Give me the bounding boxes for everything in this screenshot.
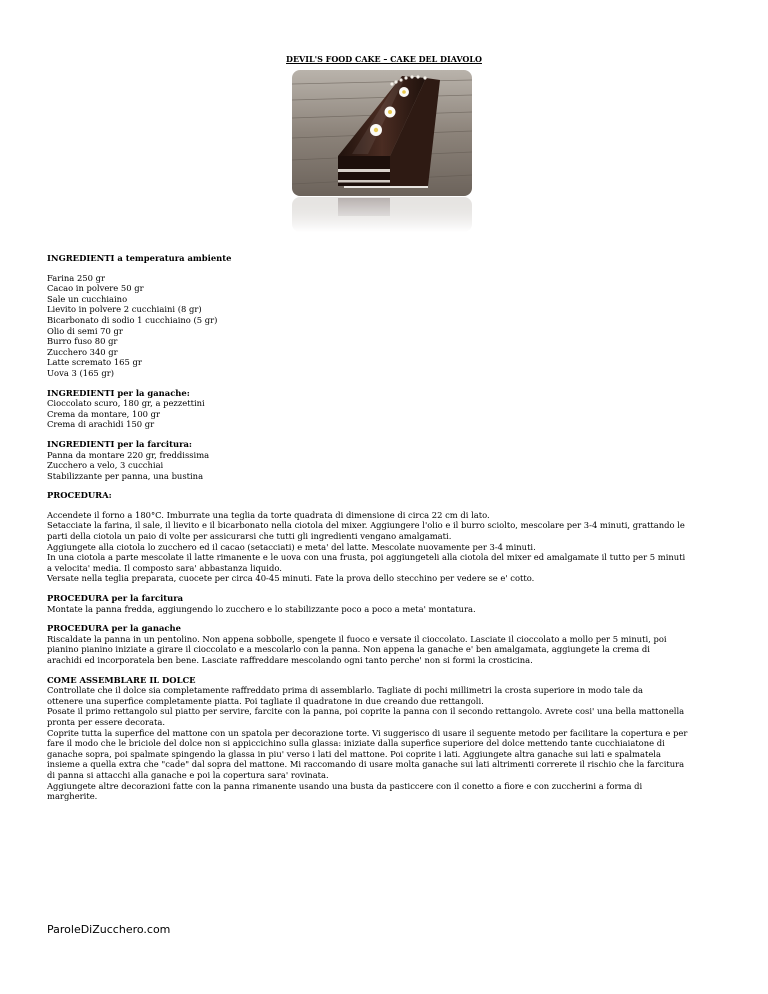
- paragraph-line: ganache sopra, poi spalmate spingendo la glassa in piu' verso i lati del mattone. Poi coprite i lati. Aggiungete altra ganache sui lati e spalmatela: [47, 748, 661, 759]
- procedure-text: [47, 510, 737, 584]
- ingredients-list: [47, 273, 737, 379]
- paragraph-line: fare il modo che le briciole del dolce non si appiccichino sulla glassa: iniziate dalla superfice superiore del dolce mettendo tante cucchiaiatone di: [47, 738, 665, 749]
- list-item: Cioccolato scuro, 180 gr, a pezzettini: [47, 398, 205, 409]
- paragraph-line: di panna si attacchi alla ganache e poi la copertura sara' rovinata.: [47, 769, 329, 780]
- list-item: Zucchero 340 gr: [47, 346, 118, 357]
- ingredients-heading: INGREDIENTI a temperatura ambiente: [47, 253, 232, 263]
- paragraph-line: arachidi ed incorporatela ben bene. Lasciate raffreddare mescolando ogni tanto perche' non si formi la crosticina.: [47, 655, 533, 665]
- ganache-ingredients-heading: INGREDIENTI per la ganache:: [47, 387, 190, 398]
- list-item: Crema da montare, 100 gr: [47, 408, 161, 419]
- list-item: Crema di arachidi 150 gr: [47, 419, 155, 430]
- paragraph-line: Posate il primo rettangolo sul piatto per servire, farcite con la panna, poi coprite la panna con il secondo rettangolo. Avrete cosi' una bella mattonella: [47, 706, 685, 717]
- cake-photo: [292, 70, 472, 232]
- list-item: Latte scremato 165 gr: [47, 357, 142, 368]
- paragraph-line: parti della ciotola un paio di volte per assicurarsi che tutti gli ingredienti vengano amalgamati.: [47, 531, 452, 542]
- procedure-filling-heading: PROCEDURA per la farcitura: [47, 593, 184, 604]
- paragraph-line: Riscaldate la panna in un pentolino. Non appena sobbolle, spengete il fuoco e versate il cioccolato. Lasciate il cioccolato a mollo per 5 minuti, poi: [47, 633, 667, 644]
- footer-site: ParoleDiZucchero.com: [47, 923, 171, 936]
- paragraph-line: Versate nella teglia preparata, cuocete per circa 40-45 minuti. Fate la prova dello stecchino per vedere se e' cotto.: [47, 573, 535, 584]
- list-item: Panna da montare 220 gr, freddissima: [47, 449, 210, 460]
- paragraph-line: In una ciotola a parte mescolate il latte rimanente e le uova con una frusta, poi aggiungeteli alla ciotola del mixer ed amalgamate il tutto per 5 minuti: [47, 552, 686, 563]
- paragraph-line: margherite.: [47, 791, 98, 802]
- list-item: Olio di semi 70 gr: [47, 325, 123, 336]
- list-item: Uova 3 (165 gr): [47, 367, 115, 378]
- paragraph-line: Aggiungete altre decorazioni fatte con la panna rimanente usando una busta da pasticcere con il conetto a fiore e con zuccherini a forma di: [47, 780, 643, 791]
- paragraph-line: Aggiungete alla ciotola lo zucchero ed il cacao (setacciati) e meta' del latte. Mescolate nuovamente per 3-4 minuti.: [47, 541, 536, 552]
- paragraph-line: ottenere una superfice completamente piatta. Poi tagliate il quadratone in due creando due rettangoli.: [47, 695, 484, 706]
- list-item: Zucchero a velo, 3 cucchiai: [47, 460, 164, 471]
- paragraph-line: Montate la panna fredda, aggiungendo lo zucchero e lo stabilizzante poco a poco a meta' montatura.: [47, 603, 476, 614]
- document-title: DEVIL'S FOOD CAKE – CAKE DEL DIAVOLO: [286, 54, 482, 64]
- list-item: Stabilizzante per panna, una bustina: [47, 470, 204, 481]
- paragraph-line: a velocita' media. Il composto sara' abbastanza liquido.: [47, 562, 282, 573]
- filling-ingredients-heading: INGREDIENTI per la farcitura:: [47, 438, 193, 449]
- list-item: Burro fuso 80 gr: [47, 336, 118, 347]
- paragraph-line: Coprite tutta la superfice del mattone con un spatola per decorazione torte. Vi suggerisco di usare il seguente metodo per facilitare la copertura e per: [47, 727, 688, 738]
- list-item: Sale un cucchiaino: [47, 293, 128, 304]
- paragraph-line: Controllate che il dolce sia completamente raffreddato prima di assemblarlo. Tagliate di pochi millimetri la crosta superiore in modo tale da: [47, 685, 644, 696]
- assembly-heading: COME ASSEMBLARE IL DOLCE: [47, 674, 196, 685]
- paragraph-line: pronta per essere decorata.: [47, 716, 166, 727]
- paragraph-line: Setacciate la farina, il sale, il lievito e il bicarbonato nella ciotola del mixer. Aggiungere l'olio e il burro sciolto, mescolare per 3-4 minuti, grattando le: [47, 520, 685, 531]
- procedure-heading: PROCEDURA:: [47, 490, 112, 501]
- procedure-ganache-text: [47, 634, 737, 666]
- filling-ingredients-list: [47, 450, 737, 482]
- paragraph-line: Accendete il forno a 180°C. Imburrate una teglia da torte quadrata di dimensione di circa 22 cm di lato.: [47, 509, 490, 520]
- list-item: Farina 250 gr: [47, 272, 105, 283]
- list-item: Lievito in polvere 2 cucchiaini (8 gr): [47, 304, 202, 315]
- assembly-text: [47, 685, 737, 802]
- procedure-ganache-heading: PROCEDURA per la ganache: [47, 623, 181, 634]
- paragraph-line: pianino pianino iniziate a girare il cioccolato e a mescolarlo con la panna. Non appena la ganache e' ben amalgamata, aggiungete la crema di: [47, 644, 650, 655]
- paragraph-line: insieme a quella extra che "cade" dal sopra del mattone. Mi raccomando di usare molta ganache sui lati altrimenti correrete il rischio che la farcitura: [47, 759, 685, 770]
- recipe-body: [47, 253, 737, 802]
- ganache-ingredients-list: [47, 398, 737, 430]
- list-item: Cacao in polvere 50 gr: [47, 283, 144, 294]
- procedure-filling-text: [47, 604, 737, 615]
- list-item: Bicarbonato di sodio 1 cucchiaino (5 gr): [47, 314, 218, 325]
